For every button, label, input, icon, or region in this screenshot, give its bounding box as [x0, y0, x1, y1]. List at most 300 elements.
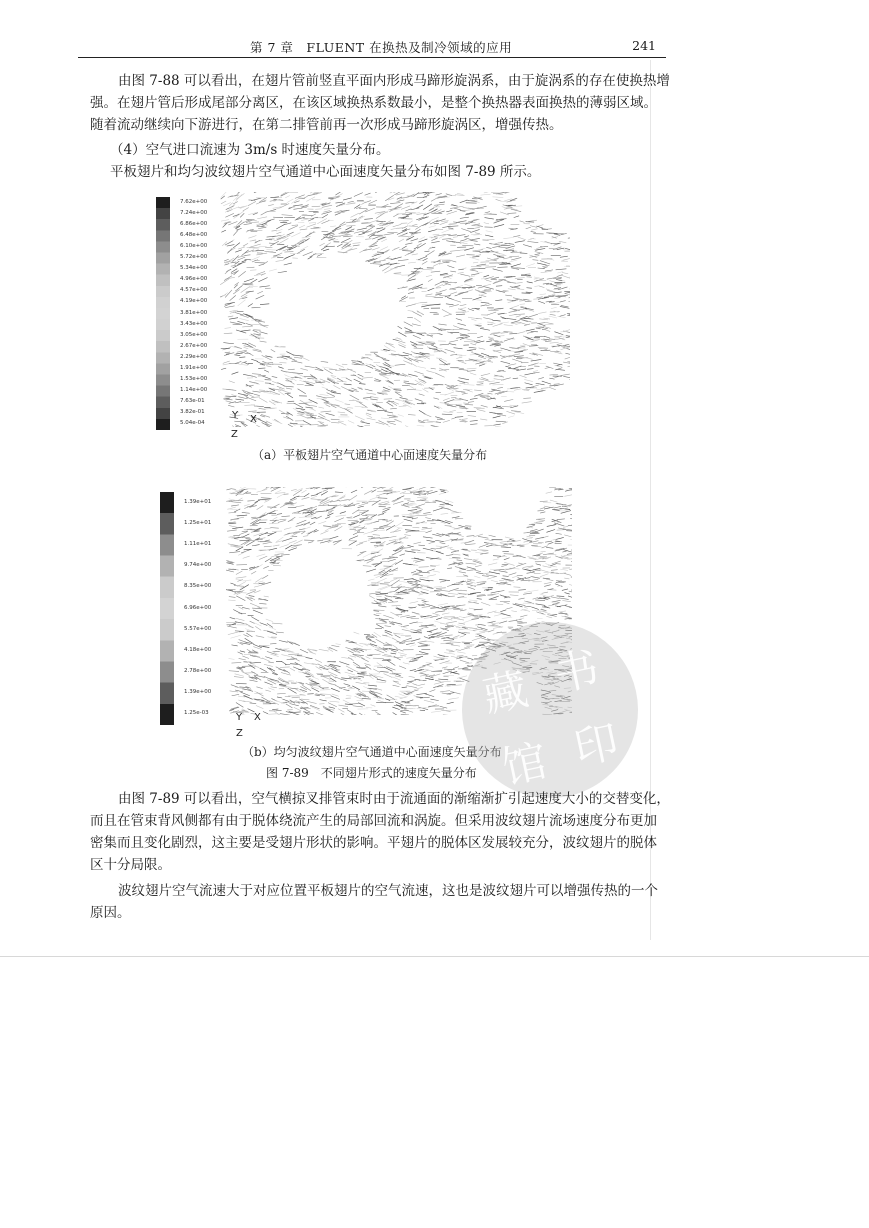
velocity-vector	[493, 280, 503, 283]
velocity-vector	[445, 404, 453, 405]
velocity-vector	[243, 491, 248, 494]
velocity-vector	[284, 528, 291, 530]
velocity-vector	[288, 226, 298, 230]
velocity-vector	[450, 271, 456, 272]
velocity-vector	[429, 348, 438, 349]
velocity-vector	[363, 566, 371, 567]
velocity-vector	[327, 513, 333, 516]
velocity-vector	[555, 283, 563, 284]
velocity-vector	[231, 645, 237, 646]
velocity-vector	[463, 575, 468, 577]
velocity-vector	[552, 510, 559, 511]
velocity-vector	[221, 230, 226, 232]
velocity-vector	[251, 671, 258, 675]
velocity-vector	[408, 415, 416, 416]
velocity-vector	[531, 231, 536, 232]
velocity-vector	[383, 644, 392, 645]
velocity-vector	[256, 425, 263, 427]
velocity-vector	[433, 234, 439, 235]
velocity-vector	[477, 594, 485, 595]
velocity-vector	[397, 528, 403, 529]
velocity-vector	[399, 249, 408, 250]
velocity-vector	[311, 676, 318, 679]
velocity-vector	[297, 414, 303, 415]
velocity-vector	[415, 574, 423, 576]
velocity-vector	[340, 500, 348, 502]
velocity-vector	[472, 238, 480, 239]
velocity-vector	[306, 677, 313, 680]
velocity-vector	[446, 304, 454, 305]
velocity-vector	[252, 391, 260, 392]
velocity-vector	[423, 537, 433, 538]
legend-tick-label: 1.14e+00	[180, 387, 208, 394]
velocity-vector	[412, 324, 421, 326]
velocity-vector	[230, 322, 240, 324]
velocity-vector	[352, 686, 360, 690]
velocity-vector	[460, 421, 467, 422]
velocity-vector	[569, 295, 570, 296]
legend-tick-label: 5.72e+00	[180, 254, 208, 261]
velocity-vector	[271, 687, 277, 688]
running-header	[78, 34, 666, 56]
velocity-vector	[347, 686, 352, 687]
velocity-vector	[253, 610, 263, 614]
velocity-vector	[439, 590, 450, 591]
velocity-vector	[491, 580, 498, 582]
velocity-vector	[256, 687, 262, 689]
velocity-vector	[419, 487, 428, 489]
velocity-vector	[354, 632, 360, 634]
velocity-vector	[257, 692, 264, 696]
velocity-vector	[569, 584, 572, 587]
velocity-vector	[226, 489, 231, 490]
velocity-vector	[541, 229, 548, 230]
velocity-vector	[460, 336, 470, 339]
velocity-vector	[233, 201, 238, 204]
velocity-vector	[318, 421, 324, 422]
velocity-vector	[395, 521, 404, 527]
velocity-vector	[460, 200, 468, 203]
velocity-vector	[348, 642, 356, 643]
velocity-vector	[333, 239, 338, 240]
velocity-vector	[228, 221, 237, 225]
velocity-vector	[453, 355, 462, 356]
velocity-vector	[449, 305, 459, 307]
velocity-vector	[527, 241, 538, 242]
velocity-vector	[321, 411, 332, 412]
velocity-vector	[448, 698, 459, 700]
velocity-vector	[440, 222, 448, 225]
velocity-vector	[242, 534, 249, 538]
velocity-vector	[259, 603, 266, 604]
velocity-vector	[289, 207, 295, 208]
legend-b-colorbar	[160, 492, 174, 725]
velocity-vector	[262, 487, 271, 491]
velocity-vector	[242, 580, 251, 581]
velocity-vector	[449, 526, 455, 528]
velocity-vector	[531, 359, 542, 361]
velocity-vector	[266, 249, 277, 250]
velocity-vector	[242, 656, 249, 659]
page-bottom-rule	[0, 956, 869, 957]
velocity-vector	[291, 489, 297, 491]
velocity-vector	[462, 669, 471, 670]
velocity-vector	[400, 615, 410, 617]
velocity-vector	[457, 323, 465, 325]
velocity-vector	[406, 236, 414, 240]
velocity-vector	[520, 322, 528, 325]
velocity-vector	[392, 638, 398, 641]
velocity-vector	[410, 645, 416, 647]
velocity-vector	[254, 192, 263, 193]
velocity-vector	[570, 540, 572, 541]
velocity-vector	[325, 419, 330, 421]
velocity-vector	[301, 490, 306, 493]
velocity-vector	[356, 644, 363, 647]
velocity-vector	[483, 318, 493, 320]
velocity-vector	[258, 581, 263, 583]
velocity-vector	[435, 294, 440, 295]
velocity-vector	[449, 223, 455, 224]
velocity-vector	[544, 585, 550, 587]
velocity-vector	[507, 213, 516, 214]
velocity-vector	[509, 620, 518, 621]
velocity-vector	[542, 381, 551, 384]
velocity-vector	[273, 517, 278, 519]
velocity-vector	[565, 353, 570, 355]
velocity-vector	[420, 302, 428, 303]
velocity-vector	[277, 697, 282, 698]
velocity-vector	[400, 711, 406, 713]
velocity-vector	[419, 651, 428, 654]
legend-tick-label: 2.67e+00	[180, 342, 208, 349]
velocity-vector	[517, 621, 523, 622]
velocity-vector	[466, 616, 471, 617]
velocity-vector	[509, 311, 518, 313]
velocity-vector	[479, 382, 484, 383]
velocity-vector	[265, 657, 272, 659]
velocity-vector	[387, 695, 395, 700]
velocity-vector	[528, 590, 538, 592]
velocity-vector	[531, 607, 539, 610]
velocity-vector	[385, 636, 390, 637]
velocity-vector	[353, 532, 360, 535]
velocity-vector	[447, 266, 454, 268]
velocity-vector	[264, 676, 274, 680]
velocity-vector	[344, 384, 352, 385]
velocity-vector	[447, 584, 455, 587]
velocity-vector	[422, 663, 431, 666]
velocity-vector	[489, 535, 496, 537]
velocity-vector	[544, 318, 550, 319]
velocity-vector	[255, 321, 264, 322]
velocity-vector	[550, 374, 559, 375]
velocity-vector	[505, 537, 514, 539]
velocity-vector	[533, 597, 539, 599]
velocity-vector	[388, 422, 396, 424]
velocity-vector	[528, 363, 536, 366]
velocity-vector	[542, 265, 549, 266]
velocity-vector	[546, 492, 552, 493]
velocity-vector	[307, 405, 317, 406]
velocity-vector	[367, 357, 373, 360]
velocity-vector	[231, 685, 239, 688]
velocity-vector	[376, 365, 381, 368]
velocity-vector	[455, 567, 465, 570]
velocity-vector	[510, 595, 518, 596]
velocity-vector	[365, 239, 371, 240]
velocity-vector	[433, 508, 442, 511]
velocity-vector	[447, 702, 454, 704]
velocity-vector	[230, 635, 240, 638]
velocity-vector	[475, 625, 480, 626]
velocity-vector	[417, 622, 423, 623]
velocity-vector	[456, 357, 462, 358]
velocity-vector	[456, 314, 465, 315]
velocity-vector	[439, 506, 445, 507]
velocity-vector	[305, 238, 310, 241]
velocity-vector	[525, 301, 532, 302]
velocity-vector	[511, 354, 520, 356]
velocity-vector	[504, 338, 514, 341]
velocity-vector	[512, 305, 519, 307]
velocity-vector	[482, 284, 491, 286]
velocity-vector	[393, 224, 401, 226]
velocity-vector	[366, 364, 373, 366]
velocity-vector	[370, 399, 377, 400]
velocity-vector	[427, 490, 433, 491]
velocity-vector	[350, 656, 356, 657]
velocity-vector	[337, 381, 347, 382]
velocity-vector	[318, 664, 326, 668]
velocity-vector	[464, 248, 474, 251]
velocity-vector	[317, 398, 326, 400]
velocity-vector	[329, 701, 339, 702]
velocity-vector	[502, 207, 508, 209]
velocity-vector	[473, 262, 478, 263]
velocity-vector	[501, 332, 508, 333]
velocity-vector	[407, 545, 413, 547]
velocity-vector	[481, 194, 491, 195]
velocity-vector	[535, 600, 545, 601]
legend-tick-label: 4.18e+00	[184, 646, 212, 653]
velocity-vector	[400, 655, 406, 656]
velocity-vector	[260, 325, 268, 328]
velocity-vector	[445, 392, 454, 395]
velocity-vector	[380, 247, 388, 251]
velocity-vector	[310, 253, 317, 257]
velocity-vector	[229, 552, 240, 553]
velocity-vector	[460, 610, 466, 611]
velocity-vector	[255, 381, 264, 382]
velocity-vector	[452, 534, 461, 535]
velocity-vector	[406, 686, 416, 688]
velocity-vector	[514, 356, 524, 357]
velocity-vector	[431, 198, 437, 202]
velocity-vector	[501, 565, 507, 567]
velocity-vector	[358, 216, 362, 219]
velocity-vector	[491, 623, 499, 624]
velocity-vector	[251, 359, 257, 361]
velocity-vector	[509, 333, 517, 334]
velocity-vector	[409, 676, 415, 677]
velocity-vector	[260, 668, 267, 672]
velocity-vector	[568, 365, 570, 367]
velocity-vector	[374, 381, 380, 382]
velocity-vector	[419, 410, 425, 414]
velocity-vector	[285, 223, 291, 225]
velocity-vector	[534, 286, 539, 287]
velocity-vector	[253, 533, 262, 536]
velocity-vector	[532, 610, 542, 611]
velocity-vector	[329, 536, 338, 539]
velocity-vector	[484, 291, 492, 292]
velocity-vector	[282, 699, 289, 702]
velocity-vector	[346, 666, 355, 671]
velocity-vector	[395, 392, 402, 396]
velocity-vector	[309, 222, 316, 223]
velocity-vector	[336, 644, 341, 645]
velocity-vector	[220, 279, 229, 285]
velocity-vector	[266, 366, 271, 367]
velocity-vector	[421, 645, 430, 646]
velocity-vector	[498, 584, 504, 585]
velocity-vector	[285, 545, 292, 549]
velocity-vector	[341, 231, 349, 232]
velocity-vector	[373, 669, 380, 673]
velocity-vector	[348, 657, 353, 660]
velocity-vector	[429, 208, 434, 211]
velocity-vector	[422, 261, 427, 264]
velocity-vector	[444, 653, 455, 655]
velocity-vector	[443, 398, 450, 400]
velocity-vector	[353, 515, 360, 518]
velocity-vector	[504, 325, 513, 326]
velocity-vector	[399, 694, 406, 697]
velocity-vector	[225, 328, 231, 329]
velocity-vector	[568, 237, 570, 238]
velocity-vector	[536, 226, 542, 228]
velocity-vector	[319, 426, 328, 427]
velocity-vector	[341, 713, 348, 715]
velocity-vector	[311, 408, 316, 411]
velocity-vector	[264, 546, 272, 547]
velocity-vector	[476, 572, 483, 573]
velocity-vector	[227, 245, 235, 246]
velocity-vector	[421, 305, 430, 307]
velocity-vector	[542, 592, 548, 593]
velocity-vector	[380, 671, 389, 672]
velocity-vector	[281, 554, 290, 555]
velocity-vector	[374, 615, 380, 616]
velocity-vector	[393, 498, 401, 502]
velocity-vector	[538, 312, 546, 314]
velocity-vector	[508, 289, 516, 290]
velocity-vector	[443, 640, 454, 641]
velocity-vector	[456, 391, 466, 392]
velocity-vector	[319, 649, 329, 651]
velocity-vector	[390, 612, 399, 616]
velocity-vector	[565, 292, 570, 294]
velocity-vector	[341, 678, 351, 679]
velocity-vector	[292, 225, 298, 226]
velocity-vector	[430, 699, 438, 701]
velocity-vector	[499, 571, 508, 573]
velocity-vector	[401, 197, 408, 198]
velocity-vector	[419, 579, 429, 581]
velocity-vector	[361, 487, 369, 488]
velocity-vector	[297, 520, 307, 524]
velocity-vector	[416, 570, 422, 572]
velocity-vector	[412, 254, 418, 255]
velocity-vector	[225, 306, 234, 308]
velocity-vector	[456, 255, 465, 257]
velocity-vector	[391, 653, 397, 654]
velocity-vector	[503, 257, 512, 259]
velocity-vector	[422, 389, 428, 393]
velocity-vector	[486, 231, 493, 232]
velocity-vector	[307, 378, 316, 379]
velocity-vector	[478, 356, 486, 359]
velocity-vector	[225, 213, 234, 217]
velocity-vector	[407, 616, 416, 617]
velocity-vector	[496, 604, 503, 605]
velocity-vector	[305, 366, 315, 368]
velocity-vector	[446, 555, 453, 556]
velocity-vector	[281, 192, 288, 195]
velocity-vector	[293, 667, 302, 671]
velocity-vector	[431, 217, 439, 220]
velocity-vector	[436, 284, 443, 287]
velocity-vector	[223, 399, 232, 400]
velocity-vector	[301, 207, 307, 208]
velocity-vector	[434, 406, 439, 409]
velocity-vector	[227, 248, 232, 253]
velocity-vector	[231, 262, 237, 263]
velocity-vector	[345, 672, 355, 675]
velocity-vector	[248, 201, 256, 205]
velocity-vector	[342, 243, 349, 247]
velocity-vector	[264, 630, 274, 632]
velocity-vector	[566, 337, 570, 338]
velocity-vector	[315, 659, 322, 662]
velocity-vector	[493, 556, 501, 557]
velocity-vector	[492, 624, 502, 627]
velocity-vector	[431, 636, 439, 637]
velocity-vector	[228, 522, 235, 523]
velocity-vector	[417, 213, 427, 215]
velocity-vector	[502, 564, 508, 565]
velocity-vector	[377, 679, 386, 681]
velocity-vector	[332, 377, 337, 379]
velocity-vector	[255, 626, 261, 630]
velocity-vector	[467, 579, 475, 580]
velocity-vector	[398, 354, 406, 359]
velocity-vector	[431, 711, 441, 712]
velocity-vector	[423, 269, 433, 270]
velocity-vector	[519, 375, 526, 377]
legend-tick-label: 6.10e+00	[180, 242, 208, 249]
velocity-vector	[526, 292, 533, 293]
velocity-vector	[558, 316, 566, 318]
velocity-vector	[556, 533, 562, 534]
velocity-vector	[434, 587, 442, 588]
velocity-vector	[416, 268, 421, 271]
velocity-vector	[428, 230, 436, 232]
velocity-vector	[390, 192, 397, 193]
velocity-vector	[229, 671, 239, 672]
velocity-vector	[355, 406, 364, 407]
